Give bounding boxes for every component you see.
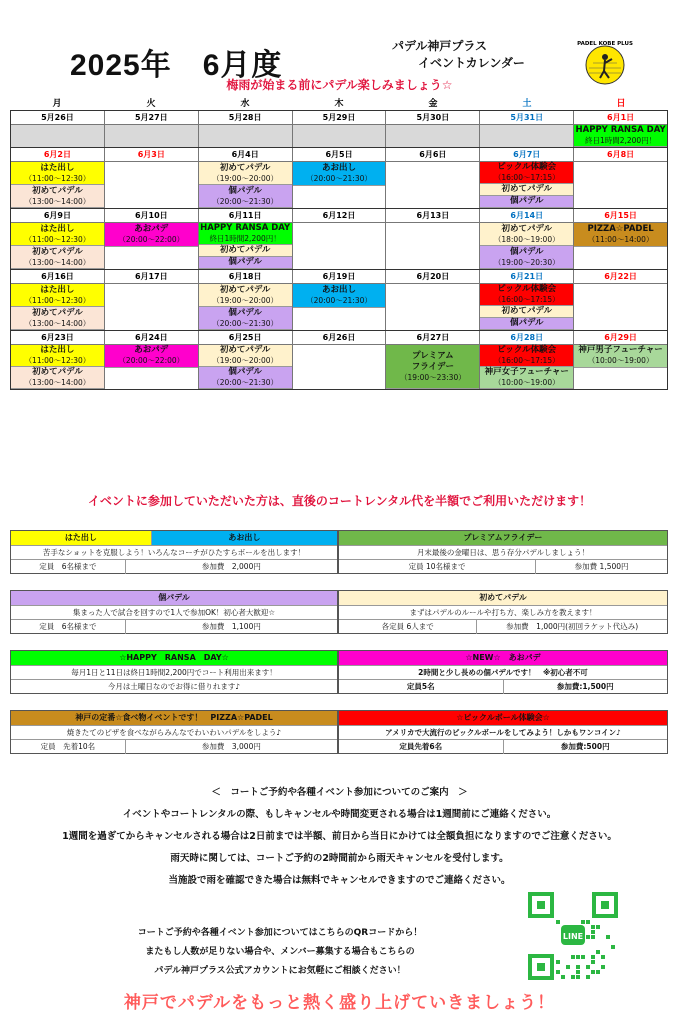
event-name: 初めてパデル [32,367,83,377]
calendar-event[interactable] [199,185,292,208]
day-date: 6月20日 [386,270,479,284]
calendar-event[interactable] [293,284,386,308]
weekday-label: 土 [522,99,532,109]
event-time: （13:00～14:00） [24,318,91,328]
calendar-event[interactable] [293,162,386,186]
legend-cell: 参加費 1,100円 [125,620,337,634]
calendar-day [11,148,104,208]
calendar-grid [10,110,668,390]
event-time: （19:00～20:00） [212,295,279,305]
legend-cell: 参加費 2,000円 [125,560,337,574]
calendar-day [479,331,573,389]
event-name: 初めてパデル [501,306,553,316]
calendar-event[interactable] [480,246,573,269]
day-date: 6月17日 [105,270,198,284]
legend-box [10,650,338,694]
event-name: 個パデル [509,196,544,206]
legend-box [338,710,668,754]
calendar-event[interactable] [199,245,292,257]
legend-cell: 今月は土曜日なのでお得に借りれます♪ [107,681,241,691]
legend-cell: 参加費 3,000円 [125,740,337,754]
event-name: 初めてパデル [501,223,553,234]
event-time: （20:00～21:30） [306,295,372,305]
calendar-day [573,270,667,330]
event-time: （20:00～21:30） [212,318,279,328]
event-time: （16:00～17:15） [493,295,560,304]
calendar-day [198,331,292,389]
calendar-day [573,331,667,389]
day-date: 6月21日 [480,270,573,284]
event-time: （19:00～20:00） [212,356,279,365]
calendar-week [11,147,667,208]
page-title: 2025年 6月度 [70,49,283,82]
calendar-week [11,269,667,330]
calendar-week [11,208,667,269]
calendar-day [479,270,573,330]
event-name: 初めてパデル [219,162,271,173]
day-date: 5月27日 [105,111,198,125]
calendar-day [385,148,479,208]
calendar-week [11,330,667,389]
legend-box [338,590,668,634]
calendar-day [198,148,292,208]
event-name: はた出し [40,284,75,295]
calendar-event[interactable] [574,125,667,147]
event-time: 終日1時間2,200円！ [584,136,657,145]
event-name: 初めてパデル [501,184,553,194]
calendar-event[interactable] [574,223,667,247]
day-date: 6月3日 [105,148,198,162]
calendar-day [292,148,386,208]
event-time: （16:00～17:15） [493,356,560,365]
event-time: （10:00～19:00） [493,378,560,387]
event-name: 神戸男子フューチャー [578,345,663,356]
event-name: はた出し [40,345,75,355]
day-date: 6月16日 [11,270,104,284]
day-date: 6月18日 [199,270,292,284]
legend-title: あお出し [151,531,337,545]
event-name: 個パデル [228,307,262,318]
calendar-event[interactable] [480,367,573,389]
legend-box [338,650,668,694]
event-time: 終日1時間2,200円！ [209,234,281,243]
event-time: （11:00～12:30） [24,295,91,305]
event-time: （11:00～12:30） [24,173,91,183]
day-date: 6月10日 [105,209,198,223]
calendar-day [11,111,104,147]
calendar-event[interactable] [11,367,104,389]
legend-cell: まずはパデルのルールや打ち方、楽しみ方を教えます！ [409,607,597,617]
event-name: HAPPY RANSA DAY [200,223,291,233]
event-time: （19:00～20:30） [493,257,560,267]
calendar-event[interactable] [480,184,573,196]
legend-cell: 定員5名 [406,681,435,691]
legend-title: 初めてパデル [339,591,667,605]
calendar-day [104,209,198,269]
line-qr-code[interactable] [528,892,618,980]
event-time: （10:00～19:00） [587,356,654,366]
weekday-label: 水 [240,99,250,109]
calendar-day [198,270,292,330]
legend-cell: アメリカで大流行のピックルボールをしてみよう！しかもワンコイン♪ [385,727,621,737]
calendar-day [198,111,292,147]
guide-heading: ＜ コートご予約や各種イベント参加についてのご案内 ＞ [211,787,468,798]
calendar-event[interactable] [480,284,573,306]
legend-cell: 定員 6名様まで [39,561,97,571]
day-date: 6月7日 [480,148,573,162]
guide-line-4: 当施設で雨を確認できた場合は無料でキャンセルできますのでご連絡ください。 [168,875,511,886]
legend-title: 個パデル [11,591,337,605]
org-line-1: パデル神戸プラス [392,39,488,53]
guide-line-2: 1週間を過ぎてからキャンセルされる場合は2日前までは半額、前日から当日にかけては全額負担になりますのでご注意ください。 [62,831,617,842]
qr-note-1: コートご予約や各種イベント参加についてはこちらのQRコードから！ [137,928,423,938]
legend-title: ☆ピックルボール体験会☆ [339,711,667,725]
day-date: 5月30日 [386,111,479,125]
weekday-label: 月 [52,99,62,109]
calendar-event[interactable] [11,345,104,367]
calendar-day [385,331,479,389]
event-name: 初めてパデル [32,307,83,318]
day-date: 6月22日 [574,270,667,284]
event-time: （13:00～14:00） [24,257,91,267]
calendar-day [11,331,104,389]
event-name: 初めてパデル [32,246,83,257]
event-time: （16:00～17:15） [493,173,560,182]
event-name: 初めてパデル [219,245,271,255]
legend-title: ☆NEW☆ あおパデ [339,651,667,665]
event-time: （11:00～12:30） [24,234,91,244]
calendar-event[interactable] [11,223,104,246]
event-name: 個パデル [509,246,544,257]
calendar-day [292,111,386,147]
calendar-day [385,270,479,330]
event-time: （20:00～22:00） [118,356,185,366]
event-name: あお出し [322,284,357,295]
calendar-day [573,111,667,147]
legend-cell: 定員 10名様まで [408,561,466,571]
calendar-event[interactable] [574,345,667,368]
calendar-event[interactable] [480,223,573,246]
day-date: 6月26日 [293,331,386,345]
event-name: PIZZA☆PADEL [587,223,654,234]
day-date: 6月5日 [293,148,386,162]
event-time: （18:00～19:00） [493,234,560,244]
legend-cell: 各定員 6人まで [381,621,434,631]
calendar-day [479,111,573,147]
calendar-day [104,331,198,389]
calendar-day [479,148,573,208]
calendar-event[interactable] [480,345,573,367]
legend-cell: 苦手なショットを克服しよう！いろんなコーチがひたすらボールを出します！ [42,547,306,557]
day-date: 6月24日 [105,331,198,345]
weekday-header [10,96,668,110]
calendar-day [11,270,104,330]
day-date: 6月19日 [293,270,386,284]
day-date: 6月9日 [11,209,104,223]
event-name: 個パデル [228,367,262,377]
calendar-day [11,209,104,269]
event-time: （20:00～21:30） [212,378,279,387]
calendar-event[interactable] [199,345,292,367]
weekday-label: 金 [428,99,438,109]
calendar-day [104,111,198,147]
day-date: 5月26日 [11,111,104,125]
guide-line-3: 雨天時に関しては、コートご予約の2時間前から雨天キャンセルを受付します。 [170,853,509,864]
event-name: 個パデル [509,318,544,328]
line-label: LINE [562,932,584,941]
event-time: （19:00～20:00） [212,173,279,183]
legend-cell: 参加費 1,500円 [535,560,667,574]
day-date: 5月31日 [480,111,573,125]
day-date: 6月29日 [574,331,667,345]
calendar-day [573,209,667,269]
qr-note-3: パデル神戸プラス公式アカウントにお気軽にご相談ください！ [154,966,406,976]
legend-cell: 2時間と少し長めの個パデルです！ ※初心者不可 [418,667,588,677]
day-date: 5月28日 [199,111,292,125]
calendar-event[interactable] [480,318,573,330]
qr-note-2: またもし人数が足りない場合や、メンバー募集する場合もこちらの [145,947,415,957]
legend-box [10,710,338,754]
legend-title: ☆HAPPY RANSA DAY☆ [11,651,337,665]
event-time: （11:00～14:00） [587,234,654,244]
calendar-event[interactable] [199,162,292,185]
legend-title: はた出し [11,531,151,545]
calendar-day [198,209,292,269]
day-date: 6月14日 [480,209,573,223]
event-time: （20:00～21:30） [306,173,372,183]
event-time: （13:00～14:00） [24,378,91,387]
subtitle: 梅雨が始まる前にパデル楽しみましょう☆ [226,78,453,92]
calendar-event[interactable] [199,307,292,330]
day-date: 6月11日 [199,209,292,223]
logo-text: PADEL KOBE PLUS [577,41,633,47]
calendar-day [292,331,386,389]
day-date: 6月28日 [480,331,573,345]
event-name: ピックル体験会 [497,162,557,172]
event-name: はた出し [40,223,75,234]
event-name: 個パデル [228,257,262,267]
day-date: 6月13日 [386,209,479,223]
legend-cell: 定員先着6名 [399,741,443,751]
event-time: （20:00～22:00） [118,234,185,244]
event-time: （20:00～21:30） [212,196,279,206]
calendar-day [292,270,386,330]
calendar-day [479,209,573,269]
legend-cell: 参加費:1,500円 [503,680,668,694]
calendar-event[interactable] [386,345,479,389]
event-name: 初めてパデル [32,185,83,196]
event-time: （19:00～23:30） [400,372,466,382]
event-name: 初めてパデル [219,345,271,355]
event-name: HAPPY RANSA DAY [575,125,666,135]
event-calendar [10,96,668,390]
calendar-event[interactable] [11,284,104,307]
event-name: ピックル体験会 [497,284,557,294]
legend-cell: 参加費:500円 [503,740,668,754]
event-name: 初めてパデル [219,284,271,295]
calendar-event[interactable] [105,345,198,368]
calendar-event[interactable] [11,307,104,330]
legend-title: 神戸の定番☆食べ物イベントです！ PIZZA☆PADEL [11,711,337,725]
event-name: 個パデル [228,185,262,196]
event-name: あおパデ [134,223,169,234]
calendar-day [573,148,667,208]
discount-notice: イベントに参加していただいた方は、直後のコートレンタル代を半額でご利用いただけます！ [87,494,592,508]
calendar-event[interactable] [105,223,198,247]
calendar-event[interactable] [11,185,104,208]
event-name: はた出し [40,162,75,173]
legend-cell: 毎月1日と11日は終日1時間2,200円でコート利用出来ます！ [71,667,277,677]
legend-box [338,530,668,574]
slogan: 神戸でパデルをもっと熱く盛り上げていきましょう！ [123,993,556,1013]
weekday-label: 木 [334,99,344,109]
event-name: プレミアム フライデー [411,350,454,372]
calendar-week [11,111,667,147]
day-date: 6月15日 [574,209,667,223]
calendar-event[interactable] [480,306,573,318]
day-date: 6月4日 [199,148,292,162]
calendar-event[interactable] [11,162,104,185]
legend-cell: 参加費 1,000円(初回ラケット代込み) [476,620,667,634]
calendar-event[interactable] [199,223,292,245]
calendar-day [292,209,386,269]
calendar-event[interactable] [199,257,292,269]
event-name: ピックル体験会 [497,345,557,355]
legend-cell: 定員 先着10名 [40,741,96,751]
day-date: 6月25日 [199,331,292,345]
calendar-day [104,148,198,208]
event-name: あおパデ [134,345,169,356]
calendar-event[interactable] [480,162,573,184]
day-date: 6月27日 [386,331,479,345]
org-name [392,38,525,72]
event-time: （13:00～14:00） [24,196,91,206]
day-date: 6月12日 [293,209,386,223]
day-date: 6月1日 [574,111,667,125]
day-date: 6月6日 [386,148,479,162]
day-date: 6月8日 [574,148,667,162]
legend-box [10,590,338,634]
calendar-event[interactable] [199,284,292,307]
day-date: 6月23日 [11,331,104,345]
calendar-event[interactable] [199,367,292,389]
legend-cell: 月末最後の金曜日は、思う存分パデルしましょう！ [416,547,590,557]
day-date: 6月2日 [11,148,104,162]
legend-cell: 定員 6名様まで [39,621,97,631]
org-line-2: イベントカレンダー [418,56,525,70]
event-name: 神戸女子フューチャー [484,367,569,377]
calendar-event[interactable] [11,246,104,269]
calendar-event[interactable] [480,196,573,208]
calendar-day [104,270,198,330]
legend-box [10,530,338,574]
legend-cell: 集まった人で試合を回すので1人で参加OK！初心者大歓迎☆ [72,607,276,617]
weekday-label: 日 [616,99,626,109]
calendar-day [385,209,479,269]
event-time: （11:00～12:30） [24,356,91,365]
guide-line-1: イベントやコートレンタルの際、もしキャンセルや時間変更される場合は1週間前にご連絡ください。 [122,809,557,820]
legend-title: プレミアムフライデー [339,531,667,545]
weekday-label: 火 [146,99,156,109]
legend-cell: 焼きたてのピザを食べながらみんなでわいわいパデルをしよう♪ [66,727,282,737]
calendar-day [385,111,479,147]
event-name: あお出し [322,162,357,173]
day-date: 5月29日 [293,111,386,125]
